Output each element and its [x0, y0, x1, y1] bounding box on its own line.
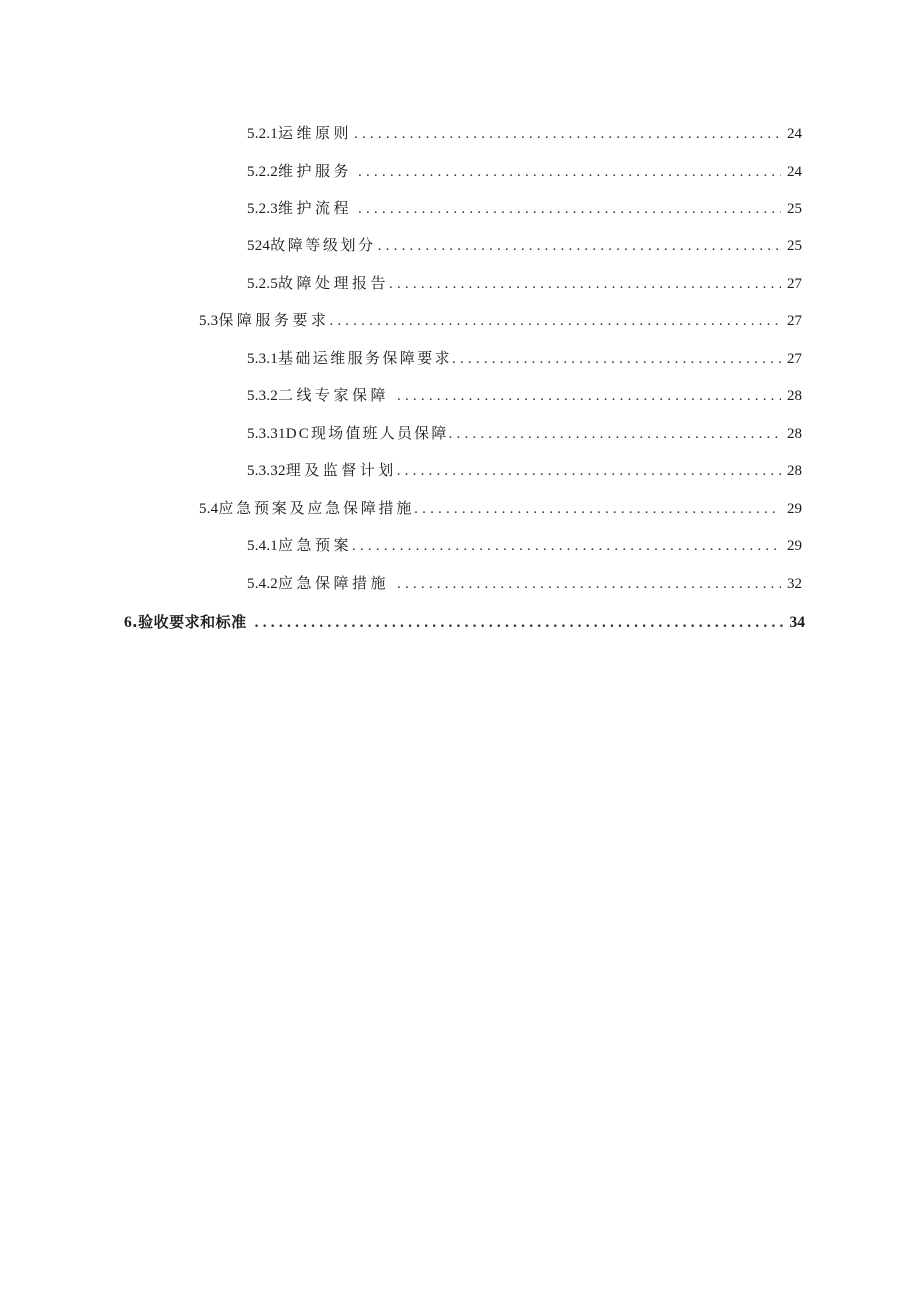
toc-entry-number: 5.4 — [199, 501, 219, 517]
toc-entry-page: 24 — [787, 126, 802, 142]
toc-leader-dots — [449, 424, 781, 444]
toc-entry-number: 5.3 — [199, 313, 219, 329]
toc-leader-dots — [358, 199, 781, 219]
toc-leader-dots — [378, 236, 781, 256]
toc-entry-5-2-5[interactable] — [247, 274, 802, 294]
toc-leader-dots — [329, 311, 781, 331]
toc-entry-title: 运维原则 — [278, 126, 353, 142]
toc-entry-page: 28 — [787, 463, 802, 479]
toc-entry-title: 应急保障措施 — [278, 576, 390, 592]
toc-leader-dots — [352, 536, 781, 556]
toc-entry-page: 27 — [787, 276, 802, 292]
toc-entry-page: 32 — [787, 576, 802, 592]
toc-entry-page: 29 — [787, 501, 802, 517]
toc-entry-title: 二线专家保障 — [278, 388, 390, 404]
toc-entry-page: 25 — [787, 238, 802, 254]
toc-entry-5-2-3[interactable] — [247, 199, 802, 219]
toc-entry-5-3[interactable] — [199, 311, 802, 331]
toc-entry-number: 5.2.3 — [247, 201, 278, 217]
toc-entry-6[interactable] — [124, 612, 805, 633]
toc-entry-5-4-1[interactable] — [247, 536, 802, 556]
toc-entry-page: 29 — [787, 538, 802, 554]
toc-entry-number: 5.2.1 — [247, 126, 278, 142]
toc-entry-title: .验收要求和标准 — [131, 613, 247, 631]
toc-entry-5-3-3-2[interactable] — [247, 461, 802, 481]
toc-entry-number: 5.4.2 — [247, 576, 278, 592]
toc-entry-page: 24 — [787, 164, 802, 180]
toc-entry-5-4[interactable] — [199, 499, 802, 519]
toc-entry-page: 27 — [787, 313, 802, 329]
toc-leader-dots — [389, 274, 781, 294]
toc-leader-dots — [354, 124, 781, 144]
toc-entry-number: 5.2.2 — [247, 164, 278, 180]
toc-entry-title: 维护流程 — [278, 201, 353, 217]
toc-entry-5-2-2[interactable] — [247, 162, 802, 182]
toc-entry-title: 理及监督计划 — [285, 463, 397, 479]
toc-entry-number: 5.4.1 — [247, 538, 278, 554]
toc-entry-number: 5.2.5 — [247, 276, 278, 292]
toc-entry-5-3-2[interactable] — [247, 386, 802, 406]
toc-entry-5-2-4[interactable] — [247, 236, 802, 256]
toc-entry-5-2-1[interactable] — [247, 124, 802, 144]
toc-leader-dots — [397, 461, 781, 481]
toc-entry-number: 5.3.2 — [247, 388, 278, 404]
toc-entry-5-3-3-1[interactable] — [247, 424, 802, 444]
toc-entry-number: 5.3.1 — [247, 351, 278, 367]
toc-entry-number: 5.3.31 — [247, 426, 286, 442]
toc-leader-dots — [358, 162, 781, 182]
toc-entry-page: 34 — [789, 614, 805, 631]
toc-entry-title: 应急预案及应急保障措施 — [218, 501, 415, 517]
toc-entry-page: 28 — [787, 426, 802, 442]
toc-entry-title: 故障等级划分 — [270, 238, 376, 254]
toc-entry-page: 27 — [787, 351, 802, 367]
toc-entry-title: 保障服务要求 — [218, 313, 330, 329]
toc-entry-page: 25 — [787, 201, 802, 217]
toc-entry-number: 5.3.32 — [247, 463, 286, 479]
toc-entry-page: 28 — [787, 388, 802, 404]
toc-entry-5-3-1[interactable] — [247, 349, 802, 369]
toc-entry-title: DC现场值班人员保障 — [285, 426, 449, 442]
toc-entry-title: 维护服务 — [278, 164, 353, 180]
toc-leader-dots — [397, 574, 781, 594]
toc-entry-title: 故障处理报告 — [278, 276, 390, 292]
toc-entry-title: 应急预案 — [278, 538, 353, 554]
toc-leader-dots — [397, 386, 781, 406]
toc-leader-dots — [255, 613, 784, 633]
toc-entry-title: 基础运维服务保障要求 — [278, 351, 453, 367]
toc-leader-dots — [452, 349, 781, 369]
toc-entry-number: 524 — [247, 238, 271, 254]
toc-entry-number: 6 — [124, 614, 132, 631]
toc-leader-dots — [414, 499, 781, 519]
toc-entry-5-4-2[interactable] — [247, 574, 802, 594]
